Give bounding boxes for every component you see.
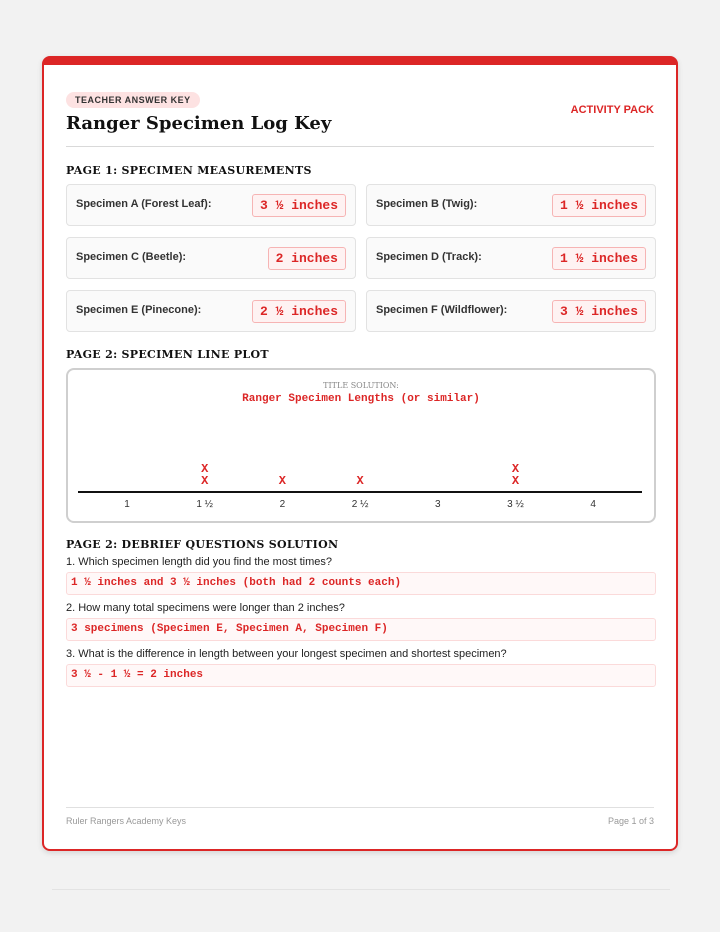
specimen-value: 3 ½ inches (252, 194, 346, 217)
plot-x-mark: X (356, 474, 364, 488)
activity-pack-label: ACTIVITY PACK (570, 104, 654, 116)
plot-x-mark: X (278, 474, 287, 488)
page-title: Ranger Specimen Log Key (66, 113, 332, 134)
page-bottom-divider (52, 889, 670, 890)
x-tick-label: 4 (590, 499, 596, 510)
plot-title-label: TITLE SOLUTION: (323, 381, 399, 390)
question-3: 3. What is the difference in length between your longest specimen and shortest specimen? (66, 648, 507, 660)
specimen-label: Specimen C (Beetle): (76, 251, 187, 263)
plot-x-mark: X (511, 474, 520, 488)
specimen-value: 1 ½ inches (552, 247, 646, 270)
plot-x-mark: X (511, 462, 520, 476)
specimen-a-row (66, 184, 356, 226)
question-1: 1. Which specimen length did you find the most times? (66, 556, 332, 568)
line-plot (68, 370, 654, 521)
answer-3: 3 ½ - 1 ½ = 2 inches (66, 664, 656, 687)
x-tick-label: 3 (435, 499, 441, 510)
specimen-value: 3 ½ inches (552, 300, 646, 323)
x-tick-label: 2 ½ (351, 499, 369, 510)
header-divider (66, 146, 654, 147)
plot-x-mark: X (201, 462, 209, 476)
line-plot-frame (66, 368, 656, 523)
specimen-e-row (66, 290, 356, 332)
footer-academy-name: Ruler Rangers Academy Keys (66, 816, 187, 826)
specimen-label: Specimen F (Wildflower): (376, 304, 508, 316)
section-heading-line-plot: PAGE 2: SPECIMEN LINE PLOT (66, 348, 269, 361)
answer-key-page (42, 56, 678, 851)
answer-1: 1 ½ inches and 3 ½ inches (both had 2 counts each) (66, 572, 656, 595)
specimen-c-row (66, 237, 356, 279)
specimen-f-row (366, 290, 656, 332)
specimen-label: Specimen D (Track): (376, 251, 482, 263)
x-tick-label: 1 ½ (196, 499, 214, 510)
specimen-value: 2 inches (268, 247, 346, 270)
question-2: 2. How many total specimens were longer than 2 inches? (66, 602, 345, 614)
teacher-answer-key-badge: TEACHER ANSWER KEY (66, 92, 200, 108)
section-heading-debrief: PAGE 2: DEBRIEF QUESTIONS SOLUTION (66, 538, 339, 551)
specimen-value: 1 ½ inches (552, 194, 646, 217)
specimen-label: Specimen A (Forest Leaf): (76, 198, 212, 210)
specimen-label: Specimen E (Pinecone): (76, 304, 202, 316)
plot-title-solution: Ranger Specimen Lengths (or similar) (242, 393, 480, 405)
answer-2: 3 specimens (Specimen E, Specimen A, Specimen F) (66, 618, 656, 641)
section-heading-measurements: PAGE 1: SPECIMEN MEASUREMENTS (66, 164, 312, 177)
x-tick-label: 1 (124, 499, 130, 510)
footer-divider (66, 807, 654, 808)
specimen-b-row (366, 184, 656, 226)
specimen-value: 2 ½ inches (252, 300, 346, 323)
specimen-d-row (366, 237, 656, 279)
x-tick-label: 3 ½ (507, 499, 524, 510)
x-tick-label: 2 (279, 499, 286, 510)
footer-page-number: Page 1 of 3 (607, 816, 654, 826)
specimen-label: Specimen B (Twig): (376, 198, 478, 210)
plot-x-mark: X (201, 474, 209, 488)
